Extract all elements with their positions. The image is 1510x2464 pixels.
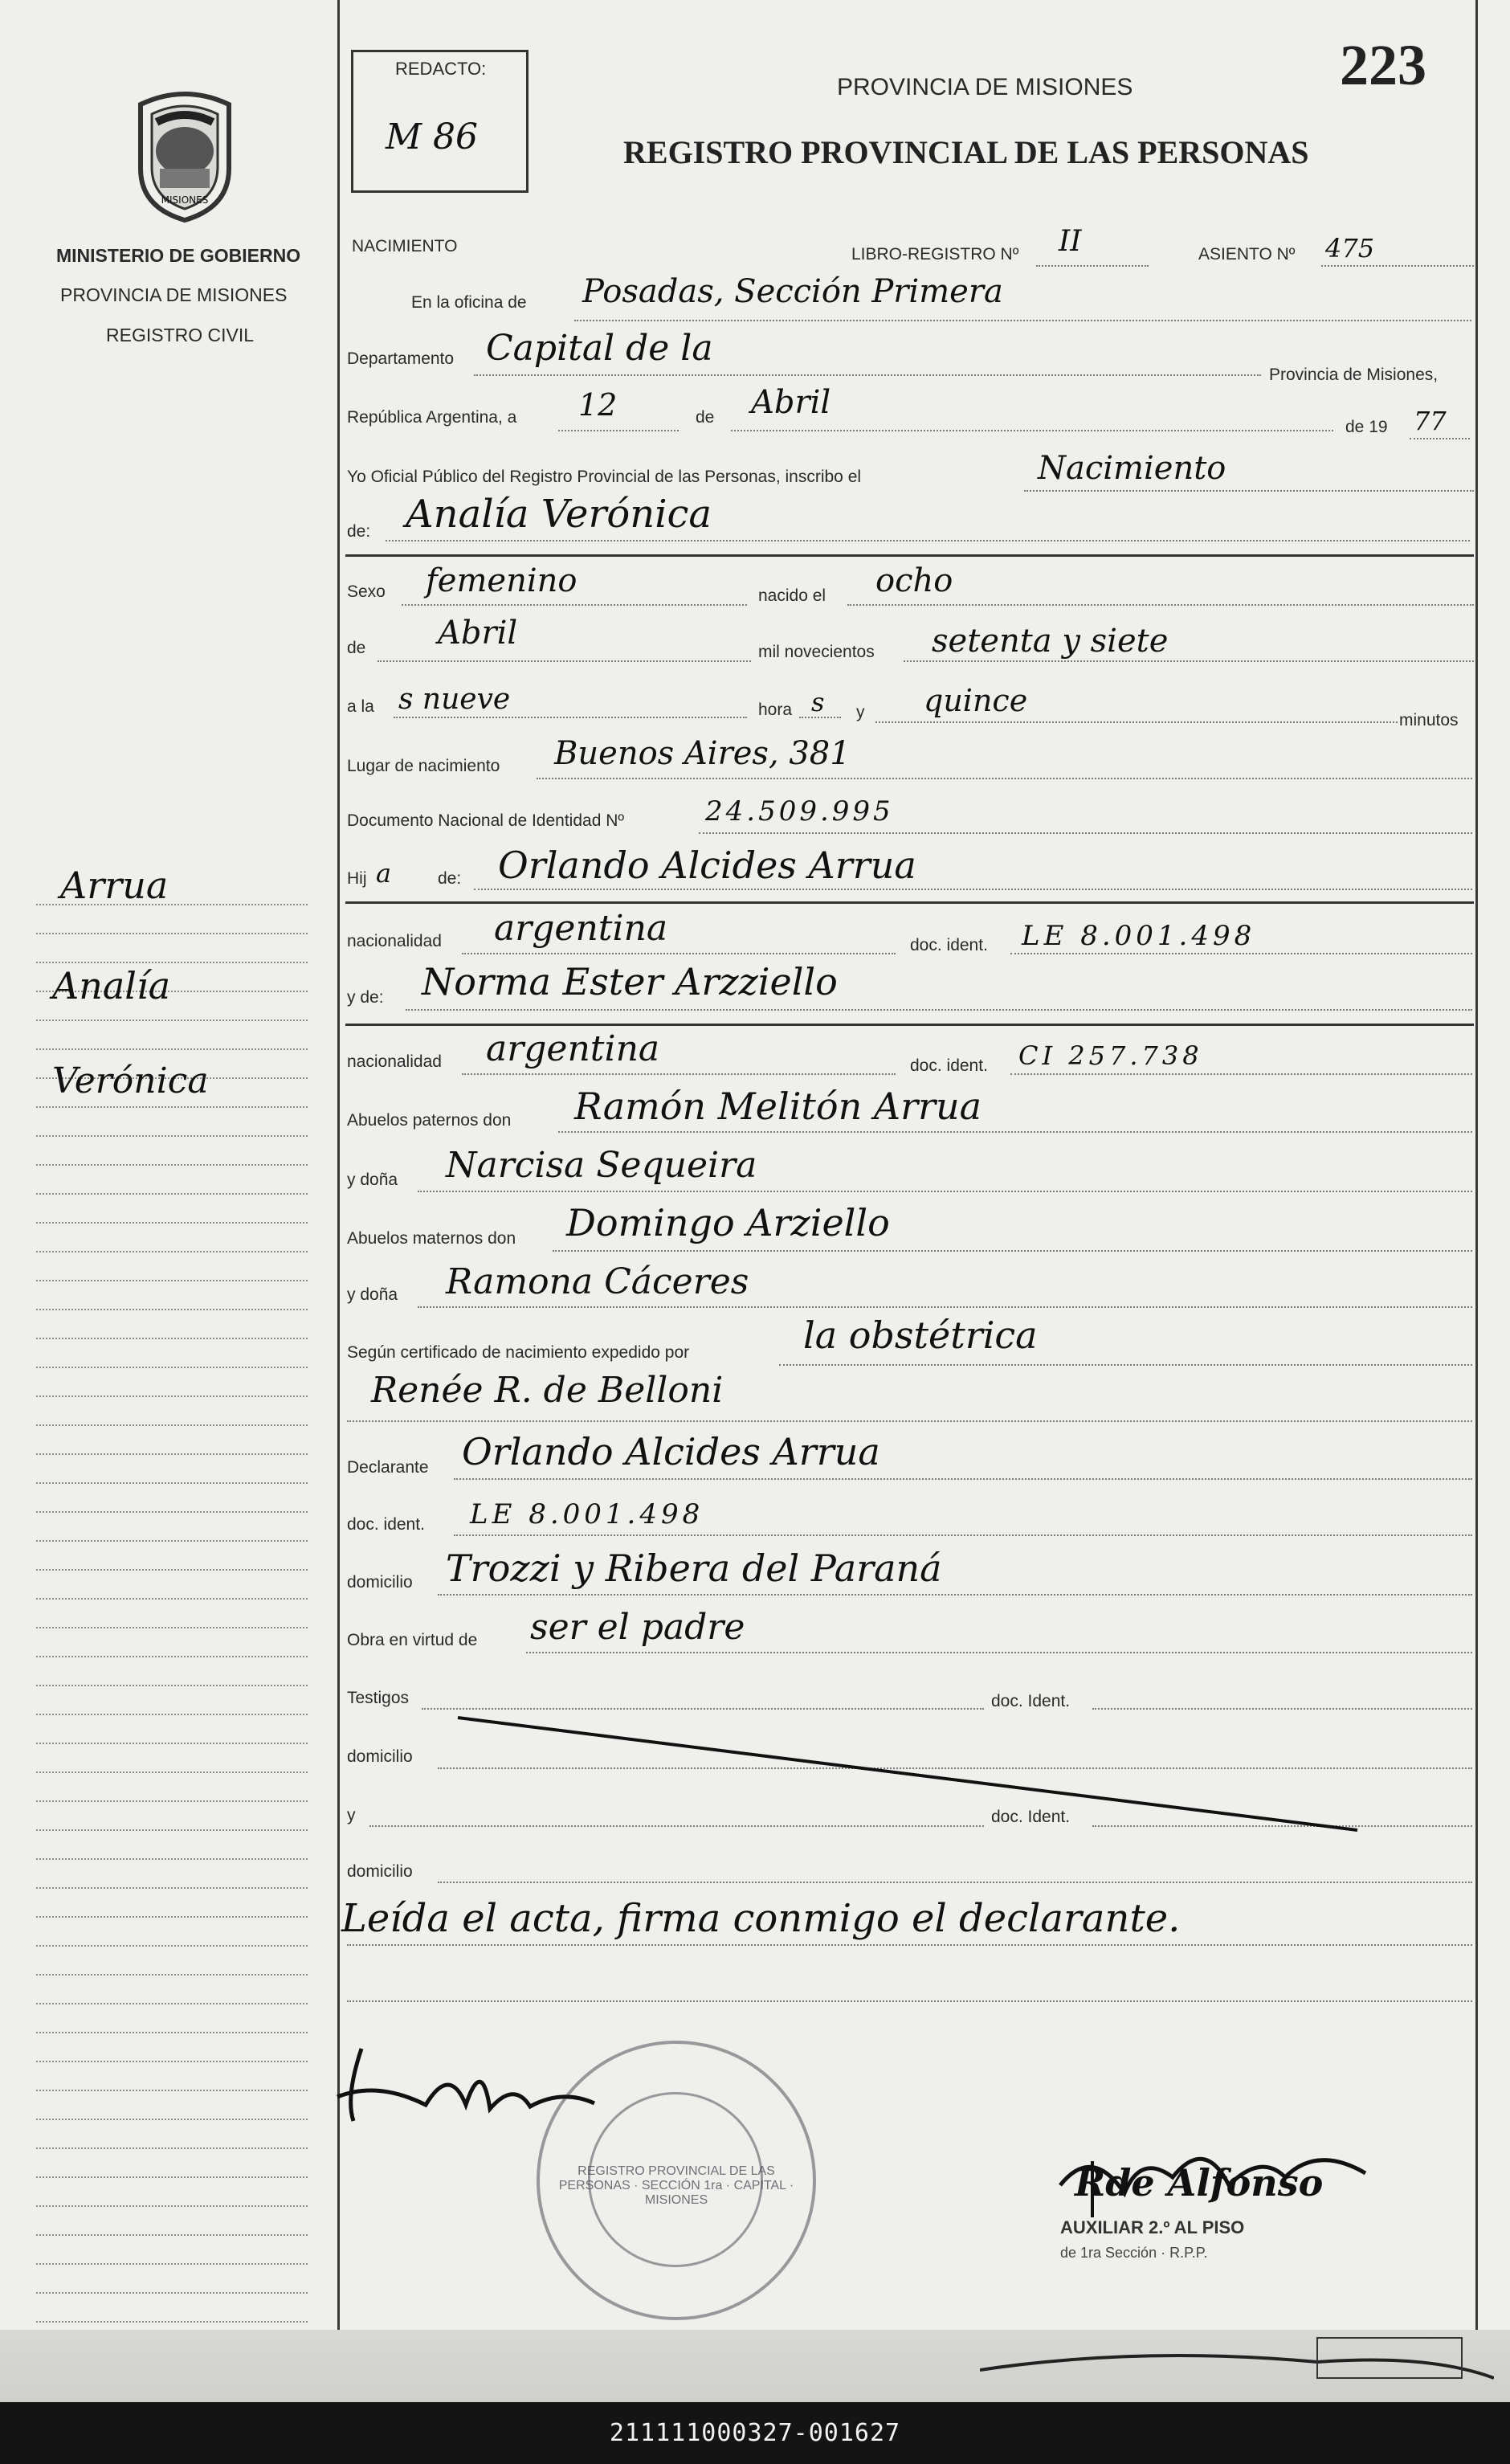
- segun-value2: Renée R. de Belloni: [371, 1370, 724, 1411]
- y-label: y: [856, 703, 865, 721]
- margin-rule-line: [36, 2061, 308, 2062]
- signature-right-text: Rde Alfonso: [1075, 2161, 1324, 2205]
- lugar-value: Buenos Aires, 381: [554, 735, 851, 772]
- dni-value: 24.509.995: [705, 795, 894, 827]
- doc1-value: LE 8.001.498: [1022, 920, 1256, 952]
- margin-rule-line: [36, 2119, 308, 2120]
- nac2-label: nacionalidad: [347, 1052, 442, 1071]
- nacido-label: nacido el: [758, 586, 826, 605]
- hora-value: s: [811, 687, 825, 717]
- hij-value: a: [376, 858, 392, 889]
- margin-rule-line: [36, 1656, 308, 1657]
- margin-rule-line: [36, 1048, 308, 1050]
- ab-mat-label: Abuelos maternos don: [347, 1229, 516, 1248]
- day-value: 12: [578, 387, 618, 423]
- page-number: 223: [1340, 33, 1426, 97]
- margin-rule-line: [36, 2263, 308, 2265]
- hij-de-label: de:: [438, 869, 462, 888]
- y2-label: y: [347, 1806, 356, 1825]
- margin-rule-line: [36, 1482, 308, 1484]
- redacto-box: [351, 50, 528, 193]
- hora-label: hora: [758, 701, 793, 719]
- margin-rule-line: [36, 1887, 308, 1889]
- margin-rule-line: [36, 962, 308, 963]
- margin-rule-line: [36, 1598, 308, 1600]
- margin-rule-line: [36, 1280, 308, 1281]
- nac1-value: argentina: [494, 908, 668, 949]
- margin-rule-line: [36, 2176, 308, 2178]
- margin-rule-line: [36, 1251, 308, 1252]
- margin-rule-line: [36, 1367, 308, 1368]
- doc1-label: doc. ident.: [910, 936, 988, 954]
- margin-rule-line: [36, 1916, 308, 1918]
- seal-ring-text: MISIONES: [161, 194, 209, 206]
- ab-pat-label: Abuelos paternos don: [347, 1111, 512, 1130]
- margin-rule-line: [36, 2234, 308, 2236]
- republica-label: República Argentina, a: [347, 408, 517, 427]
- margin-surname: Arrua: [60, 864, 169, 907]
- provincia-label: Provincia de Misiones,: [1269, 366, 1439, 384]
- asiento-value: 475: [1325, 233, 1375, 264]
- ydona1-label: y doña: [347, 1171, 398, 1189]
- doc-ident-label: doc. Ident.: [991, 1692, 1071, 1710]
- oficial-label: Yo Oficial Público del Registro Provincial de las Personas, inscribo el: [347, 468, 862, 486]
- round-stamp-text: REGISTRO PROVINCIAL DE LAS PERSONAS · SECCIÓN 1ra · CAPITAL · MISIONES: [558, 2164, 794, 2207]
- declarante-label: Declarante: [347, 1458, 429, 1477]
- official-stamp-text: AUXILIAR 2.º AL PISO: [1060, 2217, 1245, 2237]
- margin-rule-line: [36, 1540, 308, 1542]
- left-column-border: [337, 0, 340, 2362]
- ala-value: s nueve: [398, 683, 511, 716]
- de-label: de: [696, 408, 715, 427]
- obra-value: ser el padre: [530, 1607, 745, 1648]
- right-page-border: [1475, 0, 1478, 2346]
- testigos-label: Testigos: [347, 1689, 410, 1707]
- oficina-value: Posadas, Sección Primera: [582, 273, 1003, 310]
- de-name-label: de:: [347, 522, 371, 541]
- domicilio3-label: domicilio: [347, 1862, 413, 1881]
- lugar-label: Lugar de nacimiento: [347, 757, 500, 775]
- asiento-label: ASIENTO Nº: [1198, 245, 1296, 264]
- official-rect-stamp: [1060, 2217, 1349, 2274]
- margin-rule-line: [36, 2032, 308, 2033]
- margin-rule-line: [36, 933, 308, 934]
- de2-label: de: [347, 639, 366, 657]
- margin-rule-line: [36, 1164, 308, 1166]
- domicilio-label: domicilio: [347, 1573, 413, 1592]
- departamento-label: Departamento: [347, 349, 455, 368]
- ydona1-value: Narcisa Sequeira: [446, 1145, 757, 1186]
- margin-rule-line: [36, 1511, 308, 1513]
- margin-rule-line: [36, 1714, 308, 1715]
- nac2-value: argentina: [486, 1028, 660, 1069]
- margin-rule-line: [36, 2147, 308, 2149]
- doc2-label: doc. ident.: [910, 1056, 988, 1075]
- segun-value: la obstétrica: [803, 1314, 1038, 1357]
- mil-value: setenta y siete: [932, 623, 1169, 660]
- hij-label: Hij: [347, 869, 367, 888]
- margin-rule-line: [36, 1771, 308, 1773]
- nac1-label: nacionalidad: [347, 932, 442, 950]
- oficina-label: En la oficina de: [411, 293, 527, 312]
- redacto-label: REDACTO:: [395, 59, 487, 79]
- document-id: 211111000327-001627: [609, 2419, 901, 2447]
- sexo-value: femenino: [426, 562, 577, 599]
- margin-second-name: Verónica: [52, 1060, 209, 1101]
- leida-value: Leída el acta, firma conmigo el declarante.: [341, 1896, 1181, 1941]
- margin-rule-line: [36, 1945, 308, 1947]
- doc-ident2-label: doc. Ident.: [991, 1808, 1071, 1826]
- margin-first-name: Analía: [52, 964, 171, 1007]
- document-id-footer: [0, 2402, 1510, 2464]
- registry-title: REGISTRO PROVINCIAL DE LAS PERSONAS: [623, 134, 1309, 170]
- month2-value: Abril: [438, 615, 518, 652]
- margin-rule-line: [36, 1424, 308, 1426]
- madre-value: Norma Ester Arzziello: [422, 960, 838, 1003]
- cancel-line: [450, 1703, 1365, 1840]
- obra-label: Obra en virtud de: [347, 1631, 478, 1649]
- sexo-label: Sexo: [347, 582, 386, 601]
- ydona2-label: y doña: [347, 1285, 398, 1304]
- margin-rule-line: [36, 1743, 308, 1744]
- docid-value: LE 8.001.498: [470, 1498, 704, 1530]
- margin-rule-line: [36, 1974, 308, 1976]
- margin-rule-line: [36, 1106, 308, 1108]
- departamento-value: Capital de la: [486, 328, 713, 369]
- margin-rule-line: [36, 1395, 308, 1397]
- doc2-value: CI 257.738: [1018, 1040, 1203, 1071]
- margin-rule-line: [36, 1800, 308, 1802]
- margin-rule-line: [36, 1309, 308, 1310]
- ministry-name: MINISTERIO DE GOBIERNO: [56, 245, 301, 266]
- minutos-value: quince: [924, 683, 1028, 718]
- redacto-value: M 86: [386, 116, 479, 157]
- margin-rule-line: [36, 1685, 308, 1686]
- domicilio2-label: domicilio: [347, 1747, 413, 1766]
- yde-label: y de:: [347, 988, 384, 1007]
- ala-label: a la: [347, 697, 374, 716]
- record-type: NACIMIENTO: [352, 237, 458, 255]
- dni-label: Documento Nacional de Identidad Nº: [347, 811, 625, 830]
- margin-rule-line: [36, 2292, 308, 2294]
- official-stamp-sub: de 1ra Sección · R.P.P.: [1060, 2245, 1208, 2261]
- name-value: Analía Verónica: [406, 492, 712, 537]
- margin-rule-line: [36, 2205, 308, 2207]
- margin-rule-line: [36, 1193, 308, 1195]
- signature-left-icon: [329, 2033, 618, 2145]
- minutos-label: minutos: [1399, 711, 1459, 729]
- docid-label: doc. ident.: [347, 1515, 425, 1534]
- ministry-registry: REGISTRO CIVIL: [106, 325, 255, 345]
- bottom-scribble-icon: [980, 2330, 1494, 2394]
- margin-rule-line: [36, 1338, 308, 1339]
- ministry-province: PROVINCIA DE MISIONES: [60, 284, 288, 305]
- margin-rule-line: [36, 1222, 308, 1224]
- margin-rule-line: [36, 1569, 308, 1571]
- declarante-value: Orlando Alcides Arrua: [462, 1430, 880, 1473]
- margin-rule-line: [36, 1135, 308, 1137]
- libro-value: II: [1059, 225, 1082, 258]
- ab-pat-value: Ramón Melitón Arrua: [574, 1085, 982, 1128]
- margin-rule-line: [36, 1020, 308, 1021]
- margin-rule-line: [36, 2003, 308, 2004]
- year-label: de 19: [1345, 418, 1388, 436]
- mil-label: mil novecientos: [758, 643, 875, 661]
- coat-of-arms-icon: [124, 88, 245, 223]
- margin-rule-line: [36, 1829, 308, 1831]
- margin-rule-line: [36, 1858, 308, 1860]
- ab-mat-value: Domingo Arziello: [566, 1201, 890, 1244]
- province-header: PROVINCIA DE MISIONES: [837, 74, 1133, 100]
- domicilio-value: Trozzi y Ribera del Paraná: [446, 1547, 942, 1590]
- margin-rule-line: [36, 1453, 308, 1455]
- margin-rule-line: [36, 2321, 308, 2323]
- margin-rule-line: [36, 1627, 308, 1628]
- month-value: Abril: [751, 384, 831, 421]
- segun-label: Según certificado de nacimiento expedido por: [347, 1343, 690, 1362]
- inscribo-value: Nacimiento: [1038, 450, 1226, 487]
- padre-value: Orlando Alcides Arrua: [498, 844, 916, 887]
- margin-rule-line: [36, 2090, 308, 2091]
- nacido-value: ocho: [875, 562, 953, 599]
- year-value: 77: [1414, 406, 1447, 436]
- ydona2-value: Ramona Cáceres: [446, 1261, 749, 1302]
- libro-label: LIBRO-REGISTRO Nº: [851, 245, 1019, 264]
